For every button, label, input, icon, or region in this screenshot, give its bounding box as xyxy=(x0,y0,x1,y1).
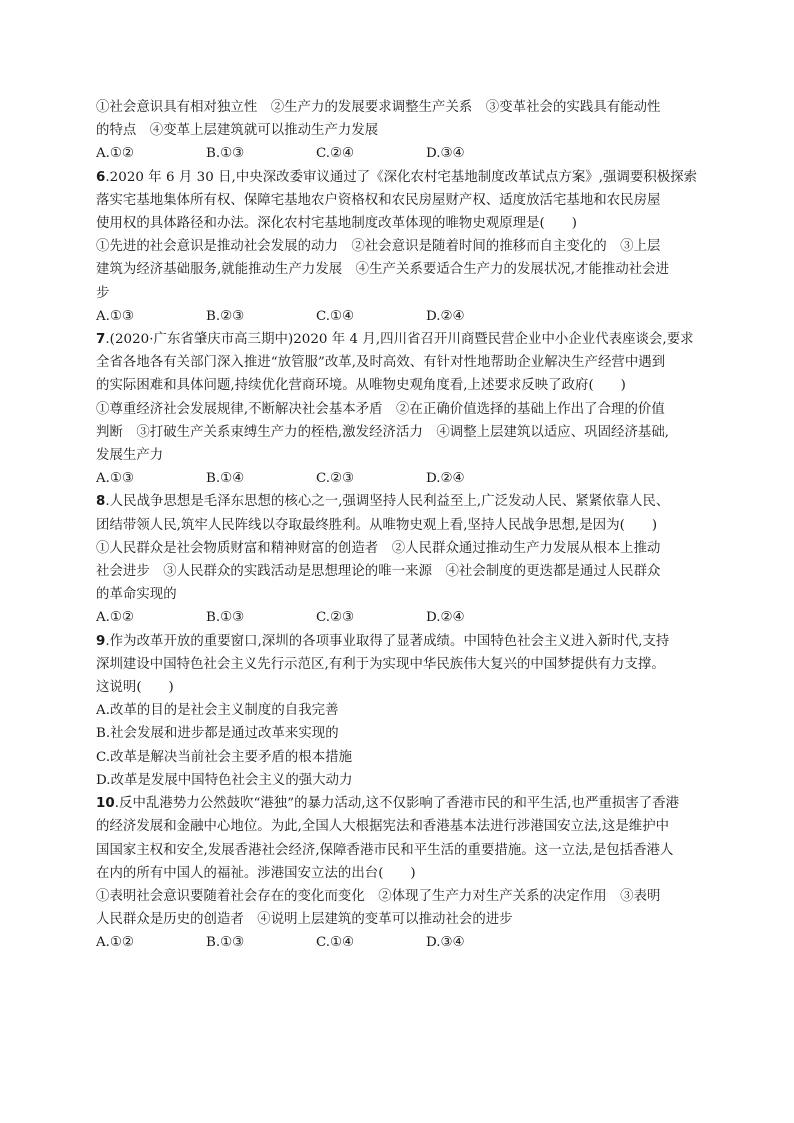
option-a[interactable]: A.①③ xyxy=(96,471,134,487)
stem-text: .作为改革开放的重要窗口,深圳的各项事业取得了显著成绩。中国特色社会主义进入新时代,支持 xyxy=(105,633,670,649)
statement-line: 的革命实现的 xyxy=(96,587,177,603)
question-stem-line: 深圳建设中国特色社会主义先行示范区,有利于为实现中华民族伟大复兴的中国梦提供有力支撑。 xyxy=(96,656,665,672)
question-number: 8 xyxy=(96,494,106,510)
question-stem-line: 国国家主权和安全,发展香港社会经济,保障香港市民和平生活的重要措施。这一立法,是包括香港人 xyxy=(96,842,674,858)
statement-line: 判断 ③打破生产关系束缚生产力的桎梏,激发经济活力 ④调整上层建筑以适应、巩固经济基础, xyxy=(96,424,670,440)
question-8 xyxy=(96,490,702,629)
option-d[interactable]: D.②④ xyxy=(426,471,465,487)
statement-line: 的特点 ④变革上层建筑就可以推动生产力发展 xyxy=(96,123,379,139)
question-stem-line xyxy=(96,630,702,653)
question-stem-line: 全省各地各有关部门深入推进“放管服”改革,及时高效、有针对性地帮助企业解决生产经营中遇到 xyxy=(96,355,666,371)
statement-line: 社会进步 ③人民群众的实践活动是思想理论的唯一来源 ④社会制度的更迭都是通过人民群众 xyxy=(96,564,661,580)
choice-d[interactable]: D.改革是发展中国特色社会主义的强大动力 xyxy=(96,772,353,788)
question-stem-line xyxy=(96,792,702,815)
question-stem-line: 团结带领人民,筑牢人民阵线以夺取最终胜利。从唯物史观上看,坚持人民战争思想,是因为( ) xyxy=(96,517,658,533)
question-10 xyxy=(96,792,702,954)
option-a[interactable]: A.①② xyxy=(96,610,134,626)
option-c[interactable]: C.②③ xyxy=(316,610,355,626)
option-d[interactable]: D.②④ xyxy=(426,308,465,324)
statement-line: ①尊重经济社会发展规律,不断解决社会基本矛盾 ②在正确价值选择的基础上作出了合理的价值 xyxy=(96,401,665,417)
question-number: 7 xyxy=(96,332,106,348)
options-row xyxy=(96,606,702,629)
option-a[interactable]: A.①② xyxy=(96,935,134,951)
options-row xyxy=(96,467,702,490)
option-a[interactable]: A.①③ xyxy=(96,308,134,324)
question-stem-line: 这说明( ) xyxy=(96,680,174,696)
stem-text: .反中乱港势力公然鼓吹“港独”的暴力活动,这不仅影响了香港市民的和平生活,也严重损害了香港 xyxy=(114,796,680,812)
choice-a[interactable]: A.改革的目的是社会主义制度的自我完善 xyxy=(96,703,339,719)
option-b[interactable]: B.②③ xyxy=(206,308,245,324)
question-stem-line: 在内的所有中国人的福祉。涉港国安立法的出台( ) xyxy=(96,865,416,881)
option-c[interactable]: C.②④ xyxy=(316,146,355,162)
statement-line: ①社会意识具有相对独立性 ②生产力的发展要求调整生产关系 ③变革社会的实践具有能动性 xyxy=(96,100,661,115)
question-stem-line: 落实宅基地集体所有权、保障宅基地农户资格权和农民房屋财产权、适度放活宅基地和农民房屋 xyxy=(96,192,661,208)
statement-line: 步 xyxy=(96,285,110,301)
option-b[interactable]: B.①④ xyxy=(206,471,245,487)
question-stem-line: 的经济发展和金融中心地位。为此,全国人大根据宪法和香港基本法进行涉港国安立法,这是维护中 xyxy=(96,819,670,835)
question-stem-line xyxy=(96,166,702,189)
option-d[interactable]: D.②④ xyxy=(426,610,465,626)
choice-b[interactable]: B.社会发展和进步都是通过改革来实现的 xyxy=(96,726,339,742)
option-c[interactable]: C.①④ xyxy=(316,935,355,951)
option-c[interactable]: C.②③ xyxy=(316,471,355,487)
question-number: 6 xyxy=(96,169,106,185)
option-b[interactable]: B.①③ xyxy=(206,146,245,162)
question-stem-line: 的实际困难和具体问题,持续优化营商环境。从唯物史观角度看,上述要求反映了政府( ) xyxy=(96,378,626,394)
question-9 xyxy=(96,630,702,792)
exam-page xyxy=(96,96,702,955)
stem-text: .2020 年 6 月 30 日,中央深改委审议通过了《深化农村宅基地制度改革试点方案》,强调要积极探索 xyxy=(105,169,698,185)
stem-text: .(2020·广东省肇庆市高三期中)2020 年 4 月,四川省召开川商暨民营企业中小企业代表座谈会,要求 xyxy=(105,332,694,348)
option-d[interactable]: D.③④ xyxy=(426,935,465,951)
question-stem-line xyxy=(96,328,702,351)
statement-line: 建筑为经济基础服务,就能推动生产力发展 ④生产关系要适合生产力的发展状况,才能推动社会进 xyxy=(96,262,670,278)
stem-text: .人民战争思想是毛泽东思想的核心之一,强调坚持人民利益至上,广泛发动人民、紧紧依靠人民、 xyxy=(105,494,670,510)
question-7 xyxy=(96,328,702,490)
question-5 xyxy=(96,96,702,166)
statement-line: ①先进的社会意识是推动社会发展的动力 ②社会意识是随着时间的推移而自主变化的 ③上层 xyxy=(96,239,661,255)
statement-line: 人民群众是历史的创造者 ④说明上层建筑的变革可以推动社会的进步 xyxy=(96,912,513,928)
options-row xyxy=(96,142,702,165)
option-a[interactable]: A.①② xyxy=(96,146,134,162)
option-c[interactable]: C.①④ xyxy=(316,308,355,324)
question-number: 10 xyxy=(96,796,115,812)
choice-c[interactable]: C.改革是解决当前社会主要矛盾的根本措施 xyxy=(96,749,353,765)
option-b[interactable]: B.①③ xyxy=(206,935,245,951)
question-stem-line xyxy=(96,490,702,513)
statement-line: 发展生产力 xyxy=(96,448,164,464)
option-d[interactable]: D.③④ xyxy=(426,146,465,162)
options-row xyxy=(96,931,702,954)
question-stem-line: 使用权的具体路径和办法。深化农村宅基地制度改革体现的唯物史观原理是( ) xyxy=(96,216,577,232)
statement-line: ①人民群众是社会物质财富和精神财富的创造者 ②人民群众通过推动生产力发展从根本上推动 xyxy=(96,540,661,556)
statement-line: ①表明社会意识要随着社会存在的变化而变化 ②体现了生产力对生产关系的决定作用 ③表明 xyxy=(96,888,661,904)
option-b[interactable]: B.①③ xyxy=(206,610,245,626)
question-6 xyxy=(96,166,702,328)
options-row xyxy=(96,305,702,328)
question-number: 9 xyxy=(96,633,106,649)
